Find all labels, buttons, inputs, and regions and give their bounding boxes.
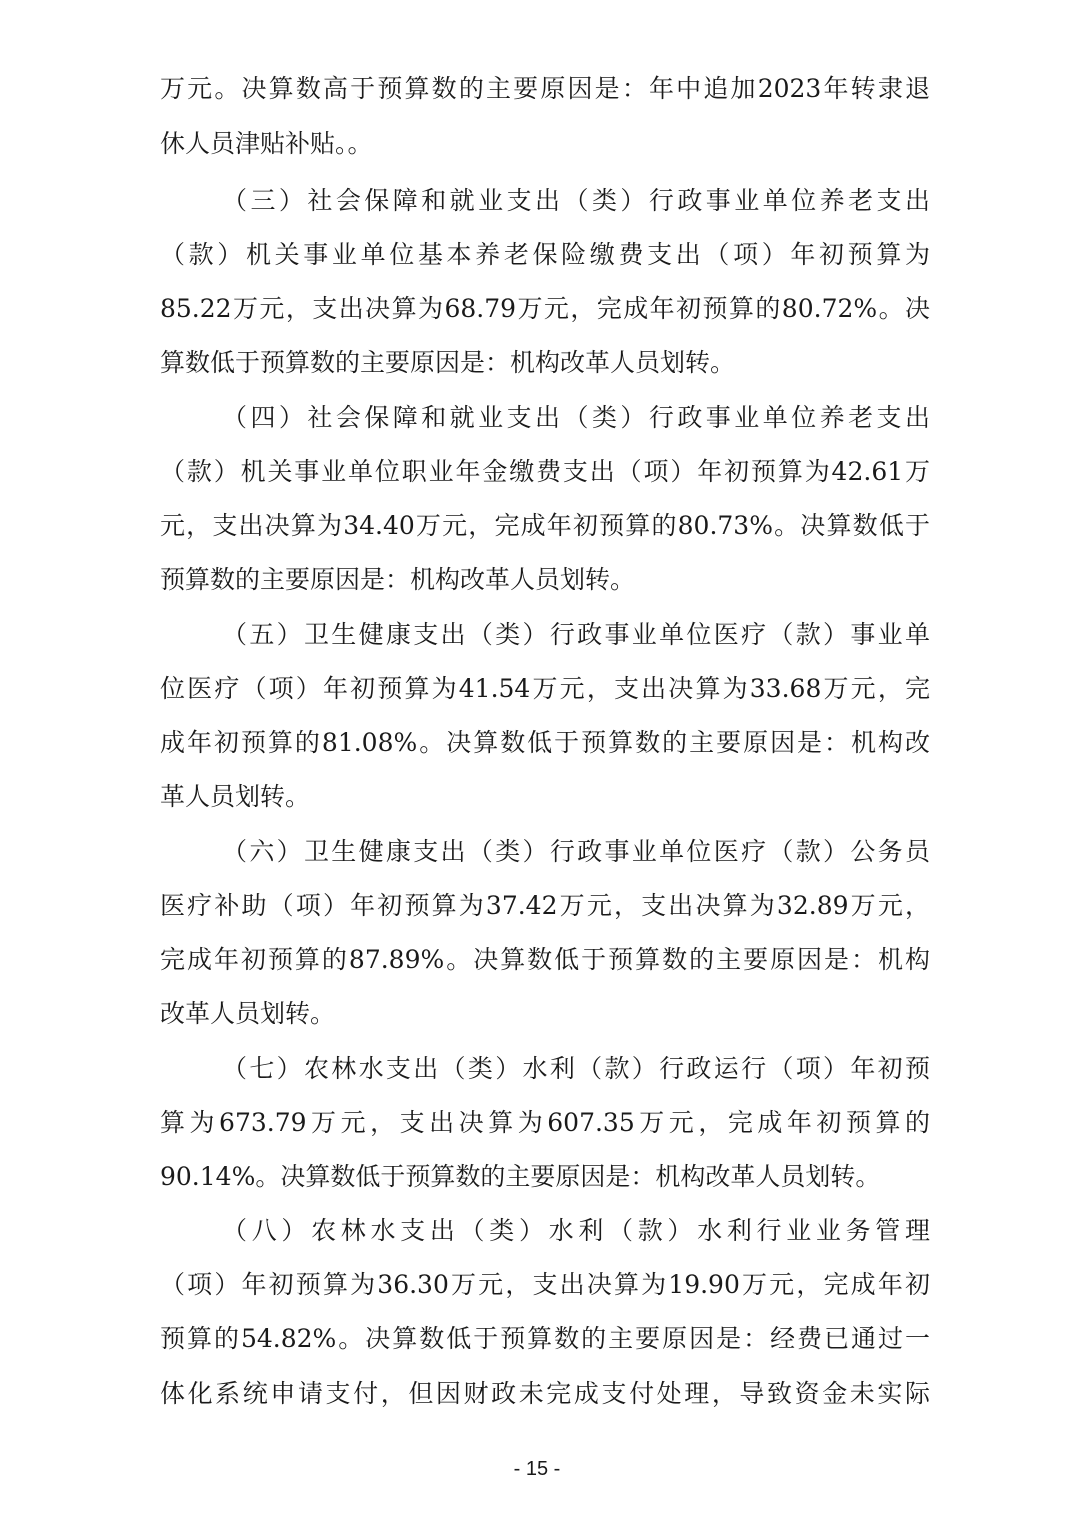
text-line-22: （八）农林水支出（类）水利（款）水利行业业务管理 — [222, 1216, 930, 1245]
page-number: - 15 - — [513, 1458, 561, 1480]
text-line-3: （三）社会保障和就业支出（类）行政事业单位养老支出 — [222, 186, 930, 215]
text-line-12: 位医疗（项）年初预算为41.54万元，支出决算为33.68万元，完 — [160, 674, 930, 703]
text-line-13: 成年初预算的81.08%。决算数低于预算数的主要原因是：机构改 — [160, 728, 930, 757]
text-line-20: 算为673.79万元，支出决算为607.35万元，完成年初预算的 — [160, 1108, 930, 1137]
text-line-6: 算数低于预算数的主要原因是：机构改革人员划转。 — [160, 348, 736, 377]
text-line-9: 元，支出决算为34.40万元，完成年初预算的80.73%。决算数低于 — [160, 511, 930, 540]
text-line-4: （款）机关事业单位基本养老保险缴费支出（项）年初预算为 — [160, 240, 930, 269]
text-line-17: 完成年初预算的87.89%。决算数低于预算数的主要原因是：机构 — [160, 945, 930, 974]
text-line-10: 预算数的主要原因是：机构改革人员划转。 — [160, 565, 636, 594]
text-line-18: 改革人员划转。 — [160, 999, 336, 1028]
text-line-24: 预算的54.82%。决算数低于预算数的主要原因是：经费已通过一 — [160, 1324, 930, 1353]
text-line-23: （项）年初预算为36.30万元，支出决算为19.90万元，完成年初 — [160, 1270, 930, 1299]
text-line-14: 革人员划转。 — [160, 782, 311, 811]
text-line-2: 休人员津贴补贴。。 — [160, 129, 373, 158]
text-line-21: 90.14%。决算数低于预算数的主要原因是：机构改革人员划转。 — [160, 1162, 881, 1191]
text-line-16: 医疗补助（项）年初预算为37.42万元，支出决算为32.89万元， — [160, 891, 930, 920]
text-line-5: 85.22万元，支出决算为68.79万元，完成年初预算的80.72%。决 — [160, 294, 930, 323]
text-line-19: （七）农林水支出（类）水利（款）行政运行（项）年初预 — [222, 1054, 930, 1083]
text-line-7: （四）社会保障和就业支出（类）行政事业单位养老支出 — [222, 403, 930, 432]
text-line-8: （款）机关事业单位职业年金缴费支出（项）年初预算为42.61万 — [160, 457, 930, 486]
text-line-25: 体化系统申请支付，但因财政未完成支付处理，导致资金未实际 — [160, 1379, 930, 1408]
text-line-11: （五）卫生健康支出（类）行政事业单位医疗（款）事业单 — [222, 620, 930, 649]
text-line-1: 万元。决算数高于预算数的主要原因是：年中追加2023年转隶退 — [160, 74, 930, 103]
text-line-15: （六）卫生健康支出（类）行政事业单位医疗（款）公务员 — [222, 837, 930, 866]
